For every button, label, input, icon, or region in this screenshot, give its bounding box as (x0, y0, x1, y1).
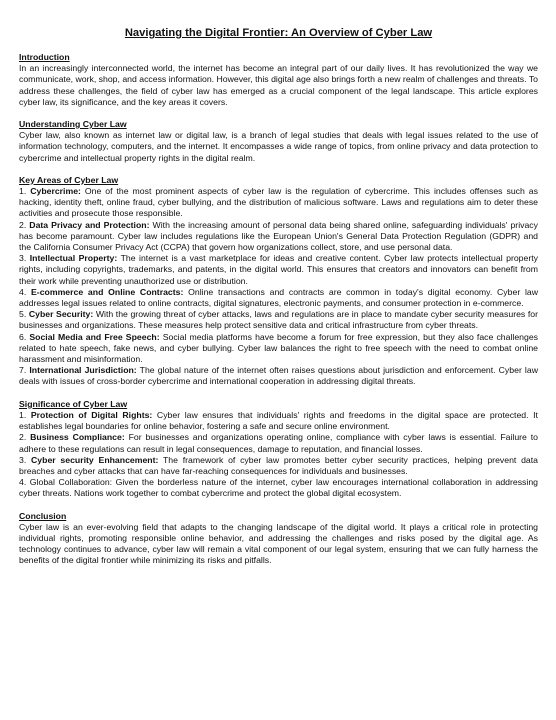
section-heading: Significance of Cyber Law (19, 398, 128, 409)
list-item (19, 432, 538, 454)
item-text: The internet is a vast marketplace for ideas and creative content. Cyber law protects intellectual property rights, including copyrights, trademarks, and patents, in the digital world. This ensures that creators and innovators can benefit from their work while preventing unauthorized use or distribution. (19, 253, 538, 286)
item-text: Social media platforms have become a forum for free expression, but they also face challenges related to hate speech, fake news, and cyber bullying. Cyber law balances the right to free speech with the need to combat online harassment and misinformation. (19, 331, 538, 365)
list-item (19, 477, 538, 499)
item-number: 1. (19, 186, 31, 197)
item-text: Online transactions and contracts are common in today's digital economy. Cyber law addresses legal issues related to online contracts, digital signatures, electronic payments, and consumer protection in e-commerce. (19, 286, 539, 309)
document-title: Navigating the Digital Frontier: An Overview of Cyber Law (124, 27, 433, 39)
paragraph: Cyber law is an ever-evolving field that adapts to the changing landscape of the digital world. It plays a critical role in protecting individual rights, promoting responsible online behavior, and addressing the challenges and risks posed by the digital age. As technology continues to advance, cyber law will remain a vital component of our legal system, ensuring that we can fully harness the benefits of the digital frontier while minimizing its risks and pitfalls. (19, 521, 538, 566)
item-number: 3. (19, 253, 30, 264)
list-item (19, 220, 538, 254)
list-item (19, 332, 538, 366)
section-understanding (19, 119, 538, 164)
item-number: 5. (19, 309, 29, 320)
item-label: Cybercrime: (30, 186, 81, 197)
item-label: International Jurisdiction: (29, 365, 137, 376)
list-item (19, 455, 538, 477)
item-text: 4. Global Collaboration: Given the borderless nature of the internet, cyber law encourages international collaboration in addressing cyber threats. Nations work together to combat cybercrime and protect the global digital ecosystem. (19, 477, 538, 499)
paragraph: Cyber law, also known as internet law or digital law, is a branch of legal studies that deals with legal issues related to the use of information technology, computers, and the internet. It encompasses a wide range of topics, from online privacy and data protection to cybercrime and intellectual property rights in the digital realm. (19, 130, 538, 163)
item-number: 4. (19, 286, 32, 297)
item-label: Data Privacy and Protection: (29, 219, 150, 230)
section-significance (19, 399, 538, 500)
item-number: 2. (19, 432, 31, 443)
item-text: Cyber law ensures that individuals' rights and freedoms in the digital space are protected. It establishes legal boundaries for online behavior, fostering a safe and secure online environment. (19, 409, 538, 432)
item-label: Business Compliance: (30, 432, 125, 443)
item-number: 2. (19, 219, 30, 230)
item-text: With the growing threat of cyber attacks, laws and regulations are in place to mandate cyber security measures for businesses and organizations. These measures help protect sensitive data and critical infrastructure from cyber threats. (19, 309, 538, 331)
item-text: With the increasing amount of personal data being shared online, safeguarding individuals' privacy has become paramount. Cyber law includes regulations like the European Union's General Data Protection Regulation (GDPR) and the California Consumer Privacy Act (CCPA) that govern how organizations collect, store, and use personal data. (19, 219, 538, 253)
list-item (19, 410, 538, 432)
item-number: 1. (19, 409, 31, 420)
section-heading: Introduction (19, 52, 70, 62)
list-item (19, 253, 538, 287)
list-item (19, 365, 538, 387)
section-key-areas (19, 175, 538, 388)
item-text: The global nature of the internet often raises questions about jurisdiction and enforcement. Cyber law deals with issues of cross-border cybercrime and international cooperation in addressing digital threats. (19, 365, 538, 387)
item-label: Protection of Digital Rights: (30, 409, 153, 420)
item-label: Social Media and Free Speech: (29, 331, 160, 342)
item-text: One of the most prominent aspects of cyber law is the regulation of cybercrime. This includes offenses such as hacking, identity theft, online fraud, cyber bullying, and the distribution of malicious software. Laws and regulations aim to deter these activities and prosecute those responsible. (19, 186, 538, 219)
list-item (19, 287, 538, 309)
section-conclusion (19, 511, 538, 567)
item-label: E-commerce and Online Contracts: (31, 286, 184, 297)
item-label: Cyber security Enhancement: (31, 454, 159, 465)
item-text: The framework of cyber law promotes better cyber security practices, helping prevent data breaches and cyber attacks that can have far-reaching consequences for individuals and businesses. (19, 454, 538, 476)
item-number: 6. (19, 331, 30, 342)
item-number: 7. (19, 365, 30, 376)
section-heading: Understanding Cyber Law (19, 119, 127, 130)
list-item (19, 309, 538, 331)
paragraph: In an increasingly interconnected world, the internet has become an integral part of our daily lives. It has revolutionized the way we communicate, work, shop, and access information. However, this digital age also brings forth a new realm of challenges and threats. To address these challenges, the field of cyber law has emerged as a crucial component of the legal landscape. This article explores cyber law, its significance, and the key areas it covers. (19, 63, 538, 107)
section-heading: Conclusion (19, 510, 67, 521)
section-introduction (19, 52, 538, 108)
list-item (19, 186, 538, 220)
item-label: Cyber Security: (28, 309, 94, 320)
section-heading: Key Areas of Cyber Law (19, 174, 119, 185)
item-number: 3. (19, 454, 32, 465)
item-label: Intellectual Property: (29, 253, 118, 264)
item-text: For businesses and organizations operating online, compliance with cyber laws is essential. Failure to adhere to these regulations can result in legal consequences, damage to reputation, and financial losses. (19, 432, 538, 454)
